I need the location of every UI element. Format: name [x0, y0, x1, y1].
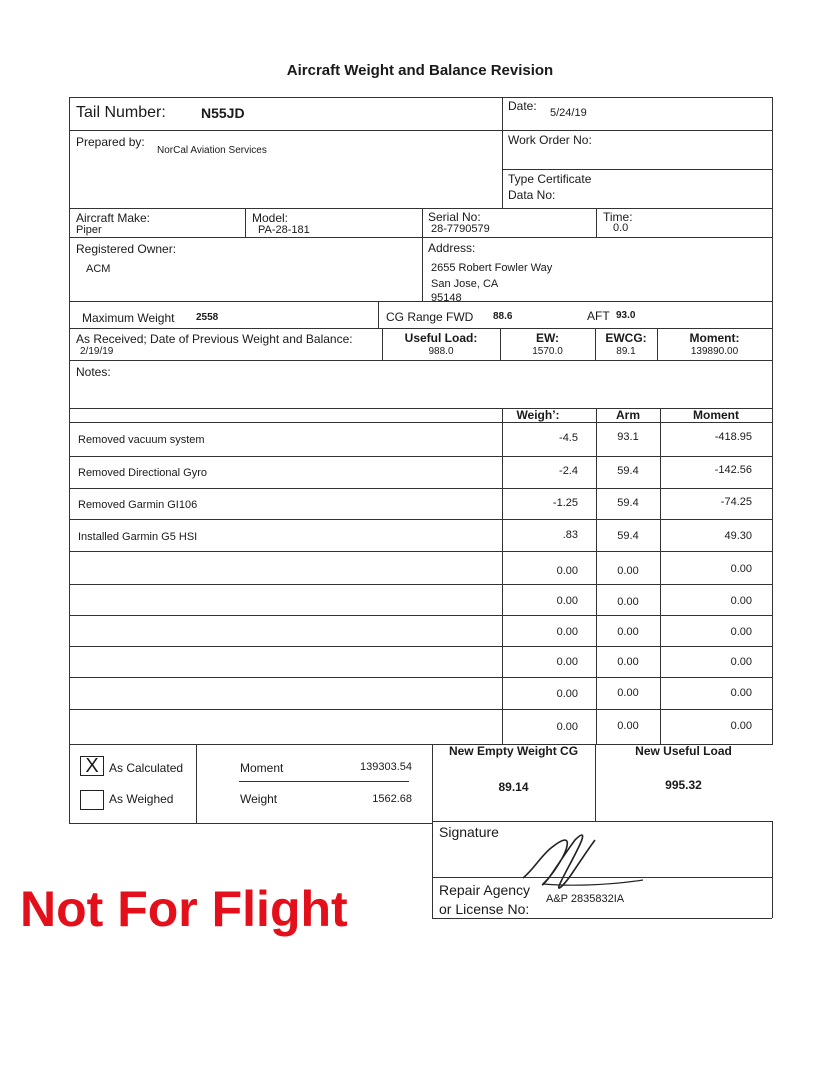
not-for-flight-stamp: Not For Flight: [20, 881, 348, 937]
cg-range-label: CG Range: [386, 310, 443, 324]
row-moment: 0.00: [730, 626, 752, 638]
work-order-label: Work Order No:: [508, 133, 592, 147]
row-arm: 0.00: [617, 687, 639, 699]
aircraft-make-value: Piper: [76, 224, 102, 236]
date-label: Date:: [508, 99, 537, 113]
row-weight: 0.00: [556, 565, 578, 577]
row-weight: 0.00: [556, 688, 578, 700]
row-weight: 0.00: [556, 656, 578, 668]
row-weight: -1.25: [552, 497, 578, 509]
prepared-by-label: Prepared by:: [76, 135, 145, 149]
row-moment: 0.00: [730, 563, 752, 575]
previous-wb-date: 2/19/19: [80, 346, 114, 357]
time-label: Time:: [603, 210, 633, 224]
row-moment: 0.00: [730, 687, 752, 699]
moment-label: Moment:: [689, 331, 740, 345]
row-weight: -4.5: [559, 432, 578, 444]
as-calculated-checkbox[interactable]: [80, 756, 104, 776]
arm-column-header: Arm: [615, 408, 640, 422]
row-moment: -142.56: [714, 464, 752, 476]
new-empty-weight-cg-value: 89.14: [498, 780, 529, 794]
row-arm: 59.4: [617, 530, 639, 542]
total-weight-label: Weight: [240, 792, 278, 806]
address-label: Address:: [428, 241, 476, 255]
row-description: Removed Garmin GI106: [78, 499, 198, 511]
prepared-by-value: NorCal Aviation Services: [157, 145, 267, 156]
useful-load-label: Useful Load:: [404, 331, 478, 345]
serial-label: Serial No:: [428, 210, 481, 224]
notes-label: Notes:: [76, 365, 111, 379]
row-description: Removed Directional Gyro: [78, 467, 207, 479]
address-line-3: 95148: [431, 292, 462, 301]
ewcg-value: 89.1: [616, 346, 636, 357]
row-moment: 0.00: [730, 656, 752, 668]
row-arm: 59.4: [617, 465, 639, 477]
time-value: 0.0: [613, 222, 629, 234]
row-moment: 49.30: [724, 530, 752, 542]
new-useful-load-value: 995.32: [665, 778, 702, 792]
as-received-label: As Received; Date of Previous Weight and Balance:: [76, 332, 353, 346]
row-weight: -2.4: [559, 465, 578, 477]
date-value: 5/24/19: [550, 107, 587, 119]
aircraft-make-label: Aircraft Make:: [76, 211, 151, 225]
new-useful-load-label: New Useful Load: [635, 744, 732, 758]
row-description: Installed Garmin G5 HSI: [78, 531, 198, 543]
row-description: Removed vacuum system: [78, 434, 205, 446]
row-arm: 93.1: [617, 431, 639, 443]
fwd-label: FWD: [446, 310, 474, 324]
type-certificate-data-label: Data No:: [508, 188, 556, 202]
moment-value: 139890.00: [690, 346, 739, 357]
row-arm: 0.00: [617, 720, 639, 732]
row-weight: 0.00: [556, 595, 578, 607]
model-label: Model:: [252, 211, 289, 225]
moment-column-header: Moment: [693, 408, 739, 422]
address-line-2: San Jose, CA: [431, 278, 499, 290]
row-arm: 0.00: [617, 626, 639, 638]
row-moment: -418.95: [714, 431, 752, 443]
as-weighed-checkbox[interactable]: [80, 790, 104, 810]
row-arm: 59.4: [617, 497, 639, 509]
ew-value: 1570.0: [532, 346, 563, 357]
tail-number-value: N55JD: [201, 105, 245, 121]
row-weight: 0.00: [556, 721, 578, 733]
as-calculated-label: As Calculated: [109, 761, 184, 775]
row-moment: 0.00: [730, 720, 752, 732]
max-weight-label: Maximum Weight: [82, 311, 175, 325]
row-arm: 0.00: [617, 656, 639, 668]
registered-owner-value: ACM: [86, 263, 111, 275]
total-moment-label: Moment: [240, 761, 284, 775]
row-arm: 0.00: [617, 596, 639, 608]
row-weight: .83: [562, 529, 578, 541]
tail-number-label: Tail Number:: [76, 104, 166, 121]
aft-value: 93.0: [616, 310, 636, 321]
signature-label: Signature: [439, 824, 499, 840]
license-no-label: or License No:: [439, 901, 530, 917]
repair-agency-label: Repair Agency: [439, 882, 531, 898]
signature-mark: [515, 826, 645, 896]
type-certificate-label: Type Certificate: [508, 172, 592, 186]
max-weight-value: 2558: [196, 312, 219, 323]
aft-label: AFT: [587, 309, 610, 323]
useful-load-value: 988.0: [428, 346, 454, 357]
form-title: Aircraft Weight and Balance Revision: [286, 62, 554, 79]
total-weight-value: 1562.68: [372, 793, 412, 805]
as-weighed-label: As Weighed: [109, 792, 174, 806]
model-value: PA-28-181: [258, 224, 310, 236]
license-number-value: A&P 2835832IA: [546, 893, 625, 905]
fwd-value: 88.6: [493, 311, 513, 322]
row-moment: -74.25: [720, 496, 752, 508]
serial-value: 28-7790579: [431, 223, 490, 235]
weight-column-header: Weigh’:: [516, 408, 560, 422]
ewcg-label: EWCG:: [605, 331, 647, 345]
row-moment: 0.00: [730, 595, 752, 607]
total-moment-value: 139303.54: [360, 761, 412, 773]
check-x-icon: X: [85, 755, 99, 777]
row-weight: 0.00: [556, 626, 578, 638]
registered-owner-label: Registered Owner:: [76, 242, 177, 256]
address-line-1: 2655 Robert Fowler Way: [431, 262, 553, 274]
ew-label: EW:: [535, 331, 560, 345]
row-arm: 0.00: [617, 565, 639, 577]
new-empty-weight-cg-label: New Empty Weight CG: [448, 744, 579, 758]
